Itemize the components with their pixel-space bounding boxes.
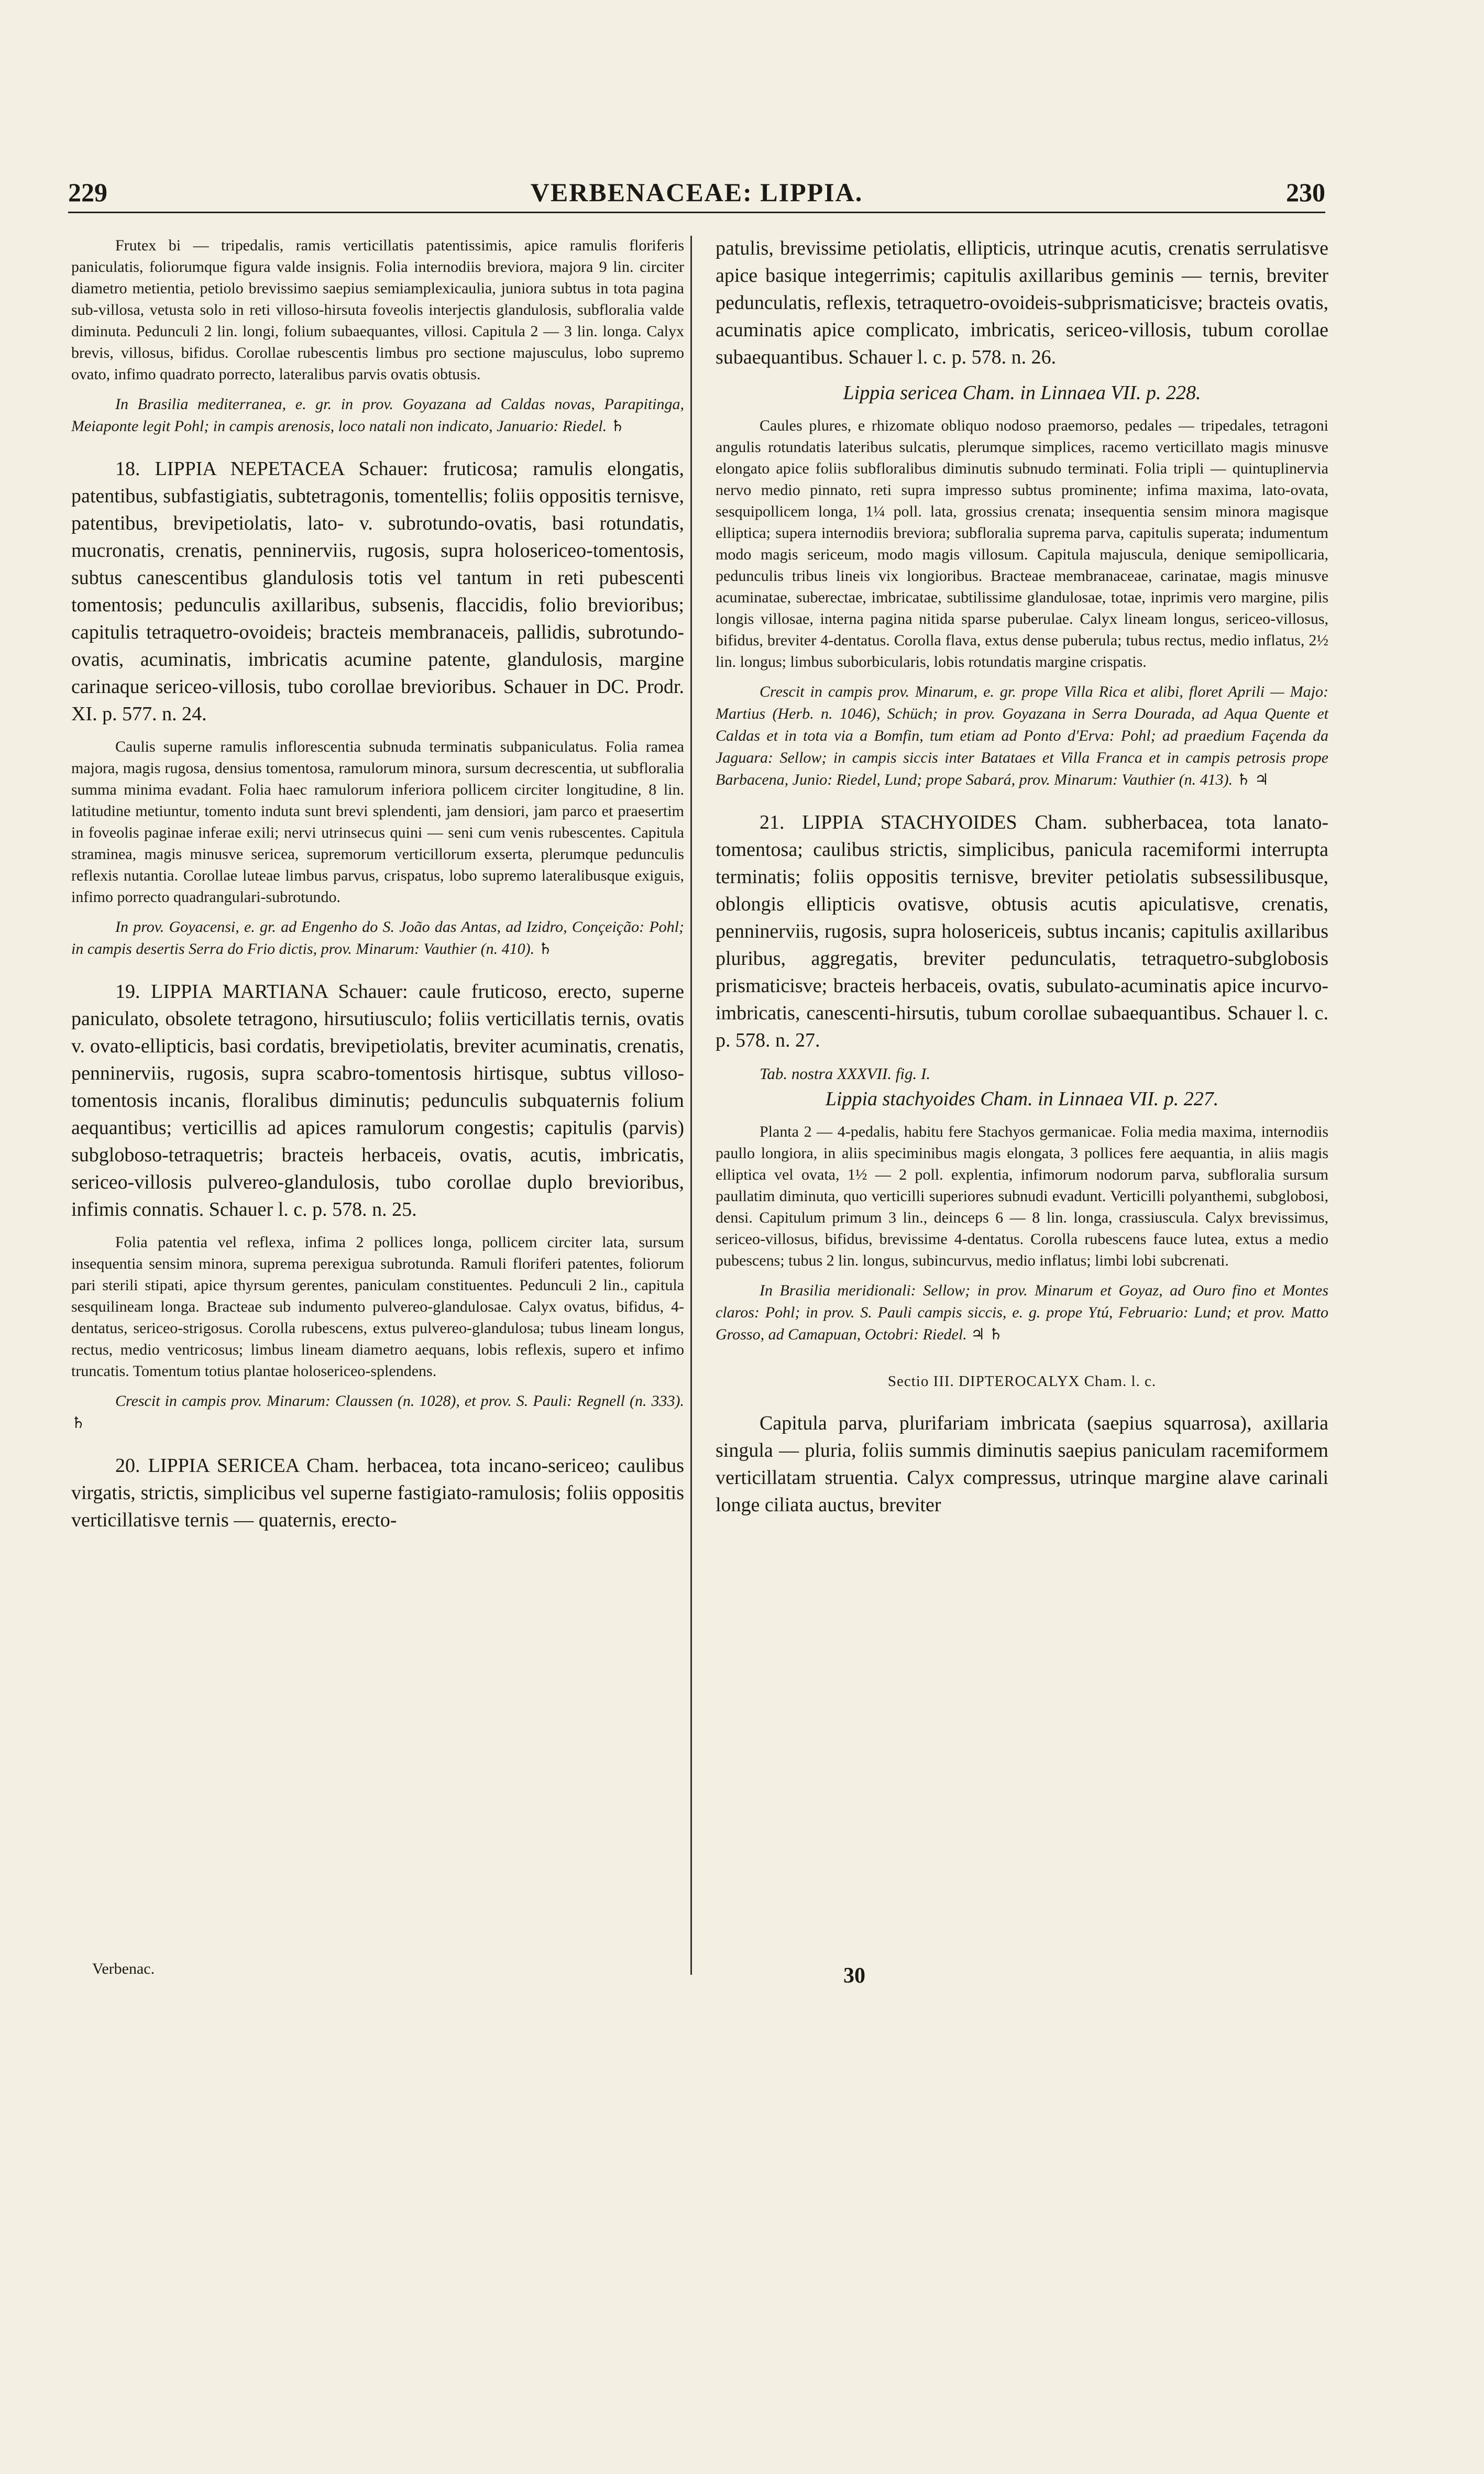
- species-diagnosis-19: 19. LIPPIA MARTIANA Schauer: caule fruticoso, erecto, superne paniculato, obsolete tetragono, hirsutiusculo; foliis verticillatis ternis, ovatis v. ovato-ellipticis, basi cordatis, brevipetiolatis, breviter acuminatis, crenatis, penninerviis, rugosis, supra scabro-tomentosis hirtisque, subtus villoso-tomentosis incanis, floralibus diminutis; pedunculis subquaternis folium aequantibus; verticillis ad apices ramulorum congestis; capitulis (parvis) subgloboso-tetraquetris; bracteis herbaceis, ovatis, acutis, imbricatis, sericeo-villosis pulvereo-glandulosis, tubo corollae duplo brevioribus, infimis connatis. Schauer l. c. p. 578. n. 25.: [71, 981, 684, 1220]
- locality-paragraph: In Brasilia meridionali: Sellow; in prov. Minarum et Goyaz, ad Ouro fino et Montes claros: Pohl; in prov. S. Pauli campis siccis, e. g. prope Ytú, Februario: Lund; et prov. Matto Grosso, ad Camapuan, Octobri: Riedel. ♃ ♄: [716, 1282, 1328, 1343]
- page-number-right: 230: [1286, 178, 1325, 207]
- header-rule: [68, 212, 1325, 213]
- description-paragraph: Folia patentia vel reflexa, infima 2 pollices longa, pollicem circiter lata, sursum insequentia sensim minora, suprema perexigua subrotunda. Ramuli floriferi patentes, foliorum pari sterili stipati, apice thyrsum gerentes, paniculam constituentes. Pedunculi 2 lin., capitula sesquilineam longa. Bracteae sub indumento pulvereo-glandulosae. Calyx ovatus, bifidus, 4-dentatus, sericeo-strigosus. Corolla rubescens, extus pulvereo-glandulosa; tubus lineam longus, rectus, medio ventricosus; limbus lineam diametro aequans, lobis reflexis, supero et infimo truncatis. Tomentum totius plantae holosericeo-splendens.: [71, 1234, 684, 1380]
- signature-mark: 30: [843, 1964, 865, 1988]
- locality-paragraph: Crescit in campis prov. Minarum: Claussen (n. 1028), et prov. S. Pauli: Regnell (n. 333). ♄: [71, 1392, 684, 1432]
- running-title: VERBENACEAE: LIPPIA.: [530, 178, 863, 207]
- synonym-citation: Lippia sericea Cham. in Linnaea VII. p. 228.: [843, 382, 1201, 404]
- right-column: [716, 235, 1328, 1519]
- species-diagnosis-21: 21. LIPPIA STACHYOIDES Cham. subherbacea, tota lanato-tomentosa; caulibus strictis, simplicibus, panicula racemiformi interrupta terminatis; foliis oppositis ternisve, breviter petiolatis subsessilibusque, oblongis ellipticis ovatisve, obtusis acutis apiculatisve, crenatis, penninerviis, rugosis, supra holosericeis, subtus incanis; capitulis axillaribus pluribus, aggregatis, breviter pedunculatis, tetraquetro-subglobosis prismaticisve; bracteis herbaceis, ovatis, subulato-acuminatis apice incurvo-imbricatis, canescenti-hirsutis, tubum corollae subaequantibus. Schauer l. c. p. 578. n. 27.: [716, 811, 1328, 1051]
- description-paragraph: Planta 2 — 4-pedalis, habitu fere Stachyos germanicae. Folia media maxima, internodiis paullo longiora, in aliis speciminibus magis elongata, 3 pollices fere aequantia, in aliis magis elliptica vel ovata, 1½ — 2 poll. explentia, infimorum nodorum parva, subfloralia sursum paullatim diminuta, quo verticilli superiores subnudi evadunt. Verticilli polyanthemi, subglobosi, densi. Capitulum primum 3 lin., deinceps 6 — 8 lin. longa, crassiuscula. Calyx brevissimus, sericeo-villosus, bifidus, brevissime 4-dentatus. Corolla rubescens fauce lutea, extus a medio pubescens; tubus 2 lin. longus, subincurvus, medio inflatus; limbi lobi subcrenati.: [716, 1123, 1328, 1269]
- description-paragraph: Caulis superne ramulis inflorescentia subnuda terminatis subpaniculatus. Folia ramea majora, magis rugosa, densius tomentosa, ramulorum minora, sursum decrescentia, ut subfloralia summa minima evadant. Folia haec ramulorum inferiora pollicem circiter longitudine, 8 lin. latitudine metiuntur, tomento induta sunt brevi splendenti, jam densiori, jam parco et praesertim in foveolis paginae inferae exili; nervi utrinsecus quini — seni cum venis rubescentes. Capitula straminea, magis minusve sericea, supremorum verticillorum exserta, plerumque pedunculis reflexis nutantia. Corollae luteae limbus parvus, crispatus, lobo supremo lateralibusque exiguis, infimo porrecto quadrangulari-subrotundo.: [71, 738, 684, 906]
- section-description: Capitula parva, plurifariam imbricata (saepius squarrosa), axillaria singula — pluria, foliis summis diminutis saepius paniculam racemiformem verticillatam struentia. Calyx compressus, utrinque margine alave carinali longe ciliata auctus, breviter: [716, 1412, 1328, 1516]
- left-column: [71, 235, 684, 1534]
- description-paragraph: Frutex bi — tripedalis, ramis verticillatis patentissimis, apice ramulis floriferis paniculatis, foliorumque figura valde insignis. Folia internodiis breviora, majora 9 lin. circiter diametro metientia, petiolo brevissimo saepius semiamplexicaulia, juniora subtus in tota pagina sub-villosa, vetusta solo in reti villoso-hirsuta foveolis interjectis glandulosis, subfloralia valde diminuta. Pedunculi 2 lin. longi, folium subaequantes, villosi. Capitula 2 — 3 lin. longa. Calyx brevis, villosus, bifidus. Corollae rubescentis limbus pro sectione majusculus, lobo supremo ovato, infimo quadrato porrecto, lateralibus parvis ovatis obtusis.: [71, 237, 684, 383]
- locality-paragraph: In Brasilia mediterranea, e. gr. in prov. Goyazana ad Caldas novas, Parapitinga, Meiaponte legit Pohl; in campis arenosis, loco natali non indicato, Januario: Riedel. ♄: [71, 395, 684, 435]
- description-paragraph: Caules plures, e rhizomate obliquo nodoso praemorso, pedales — tripedales, tetragoni angulis rotundatis lateribus sulcatis, plerumque simplices, racemo verticillato magis minusve elongato apice foliis subfloralibus diminutis subnudo terminati. Folia tripli — quintuplinervia nervo medio pinnato, reti supra impresso subtus prominente; infima maxima, lato-ovata, sesquipollicem longa, 1¼ poll. lata, grossius crenata; insequentia sensim minora magisque elliptica; supera internodiis breviora; subfloralia suprema parva, capitulis superata; indumentum modo magis sericeum, modo magis villosum. Capitula majuscula, denique semipollicaria, pedunculis tribus lineis vix longioribus. Bracteae membranaceae, carinatae, magis minusve acuminatae, suberectae, imbricatae, subtilissime glandulosae, totae, inprimis vero margine, pilis longis villosae, interna pagina nitida sparse puberulae. Calyx lineam longus, sericeo-villosus, bifidus, breviter 4-dentatus. Corolla flava, extus dense puberula; tubus rectus, medio inflatus, 2½ lin. longus; limbus suborbicularis, lobis rotundatis margine crispatis.: [716, 417, 1328, 670]
- species-diagnosis-18: 18. LIPPIA NEPETACEA Schauer: fruticosa; ramulis elongatis, patentibus, subfastigiatis, subtetragonis, tomentellis; foliis oppositis ternisve, patentibus, brevipetiolatis, lato- v. subrotundo-ovatis, basi rotundatis, mucronatis, crenatis, penninerviis, rugosis, supra holosericeo-tomentosis, subtus canescentibus glandulosis totis vel tantum in reti pubescenti tomentosis; pedunculis axillaribus, subsenis, flaccidis, folio brevioribus; capitulis tetraquetro-ovoideis; bracteis membranaceis, pallidis, subrotundo-ovatis, acuminatis, imbricatis acumine patente, glandulosis, margine carinaque sericeo-villosis, tubo corollae brevioribus. Schauer in DC. Prodr. XI. p. 577. n. 24.: [71, 458, 684, 725]
- section-heading: Sectio III. DIPTEROCALYX Cham. l. c.: [887, 1373, 1157, 1390]
- diagnosis-continuation: patulis, brevissime petiolatis, ellipticis, utrinque acutis, crenatis serrulatisve apice basique integerrimis; capitulis axillaribus geminis — ternis, breviter pedunculatis, reflexis, tetraquetro-ovoideis-subprismaticisve; bracteis ovatis, acuminatis apice complicato, imbricatis, sericeo-villosis, tubum corollae subaequantibus. Schauer l. c. p. 578. n. 26.: [716, 237, 1328, 368]
- synonym-citation: Lippia stachyoides Cham. in Linnaea VII. p. 227.: [825, 1088, 1219, 1110]
- column-divider: [690, 236, 692, 1975]
- footer-signature-left: Verbenac.: [92, 1960, 155, 1977]
- page-number-left: 229: [68, 178, 107, 207]
- plate-reference: Tab. nostra XXXVII. fig. I.: [760, 1064, 931, 1083]
- locality-paragraph: In prov. Goyacensi, e. gr. ad Engenho do S. João das Antas, ad Izidro, Conçeição: Pohl; in campis desertis Serra do Frio dictis, prov. Minarum: Vauthier (n. 410). ♄: [71, 918, 684, 958]
- species-diagnosis-20: 20. LIPPIA SERICEA Cham. herbacea, tota incano-sericeo; caulibus virgatis, strictis, simplicibus vel superne fastigiato-ramulosis; foliis oppositis verticillatisve ternis — quaternis, erecto-: [71, 1455, 684, 1531]
- locality-paragraph: Crescit in campis prov. Minarum, e. gr. prope Villa Rica et alibi, floret Aprili — Majo: Martius (Herb. n. 1046), Schüch; in prov. Goyazana in Serra Dourada, ad Aqua Quente et Caldas et in tota via a Bomfin, tum etiam ad Ponto d'Erva: Pohl; ad praedium Façenda da Jaguara: Sellow; in campis siccis inter Batataes et Villa Franca et in campis petrosis prope Barbacena, Junio: Riedel, Lund; prope Sabará, prov. Minarum: Vauthier (n. 413). ♄ ♃: [716, 683, 1328, 788]
